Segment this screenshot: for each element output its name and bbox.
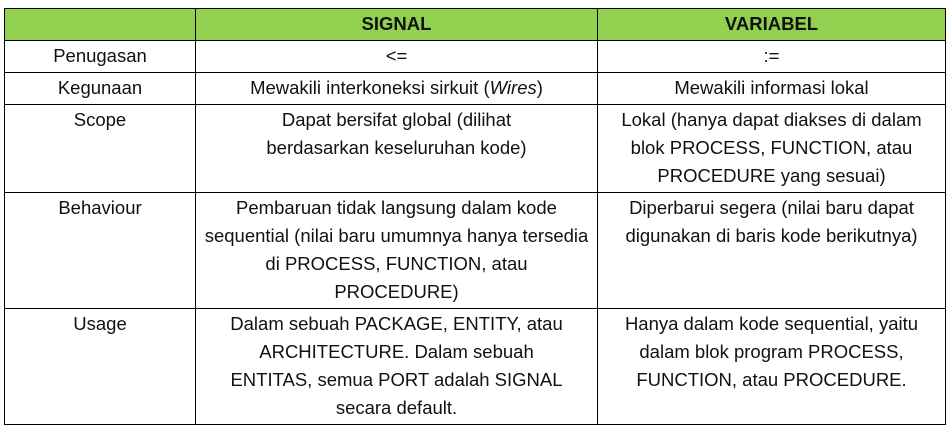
- variabel-cell: :=: [598, 41, 946, 73]
- row-label: Penugasan: [5, 41, 196, 73]
- table-row-penugasan: [5, 41, 946, 73]
- row-label: Usage: [5, 309, 196, 425]
- variabel-cell: Diperbarui segera (nilai baru dapat digunakan di baris kode berikutnya): [598, 193, 946, 309]
- signal-cell: [196, 73, 598, 105]
- signal-text-italic: Wires: [489, 77, 537, 98]
- table-row-kegunaan: [5, 73, 946, 105]
- variabel-cell: Lokal (hanya dapat diakses di dalam blok PROCESS, FUNCTION, atau PROCEDURE yang sesuai): [598, 105, 946, 193]
- header-cell-empty: [5, 9, 196, 41]
- row-label: Behaviour: [5, 193, 196, 309]
- header-cell-signal: SIGNAL: [196, 9, 598, 41]
- signal-cell: <=: [196, 41, 598, 73]
- table-row-behaviour: [5, 193, 946, 309]
- table-header-row: [5, 9, 946, 41]
- signal-cell: Pembaruan tidak langsung dalam kode sequential (nilai baru umumnya hanya tersedia di PROCESS, FUNCTION, atau PROCEDURE): [196, 193, 598, 309]
- row-label: Kegunaan: [5, 73, 196, 105]
- table-row-scope: [5, 105, 946, 193]
- signal-text-suffix: ): [536, 77, 543, 98]
- signal-cell: Dalam sebuah PACKAGE, ENTITY, atau ARCHITECTURE. Dalam sebuah ENTITAS, semua PORT adalah SIGNAL secara default.: [196, 309, 598, 425]
- header-cell-variabel: VARIABEL: [598, 9, 946, 41]
- signal-vs-variabel-table: [4, 8, 946, 425]
- table-row-usage: [5, 309, 946, 425]
- signal-cell: Dapat bersifat global (dilihat berdasarkan keseluruhan kode): [196, 105, 598, 193]
- variabel-cell: Hanya dalam kode sequential, yaitu dalam blok program PROCESS, FUNCTION, atau PROCEDURE.: [598, 309, 946, 425]
- variabel-cell: Mewakili informasi lokal: [598, 73, 946, 105]
- row-label: Scope: [5, 105, 196, 193]
- signal-text-prefix: Mewakili interkoneksi sirkuit (: [250, 77, 490, 98]
